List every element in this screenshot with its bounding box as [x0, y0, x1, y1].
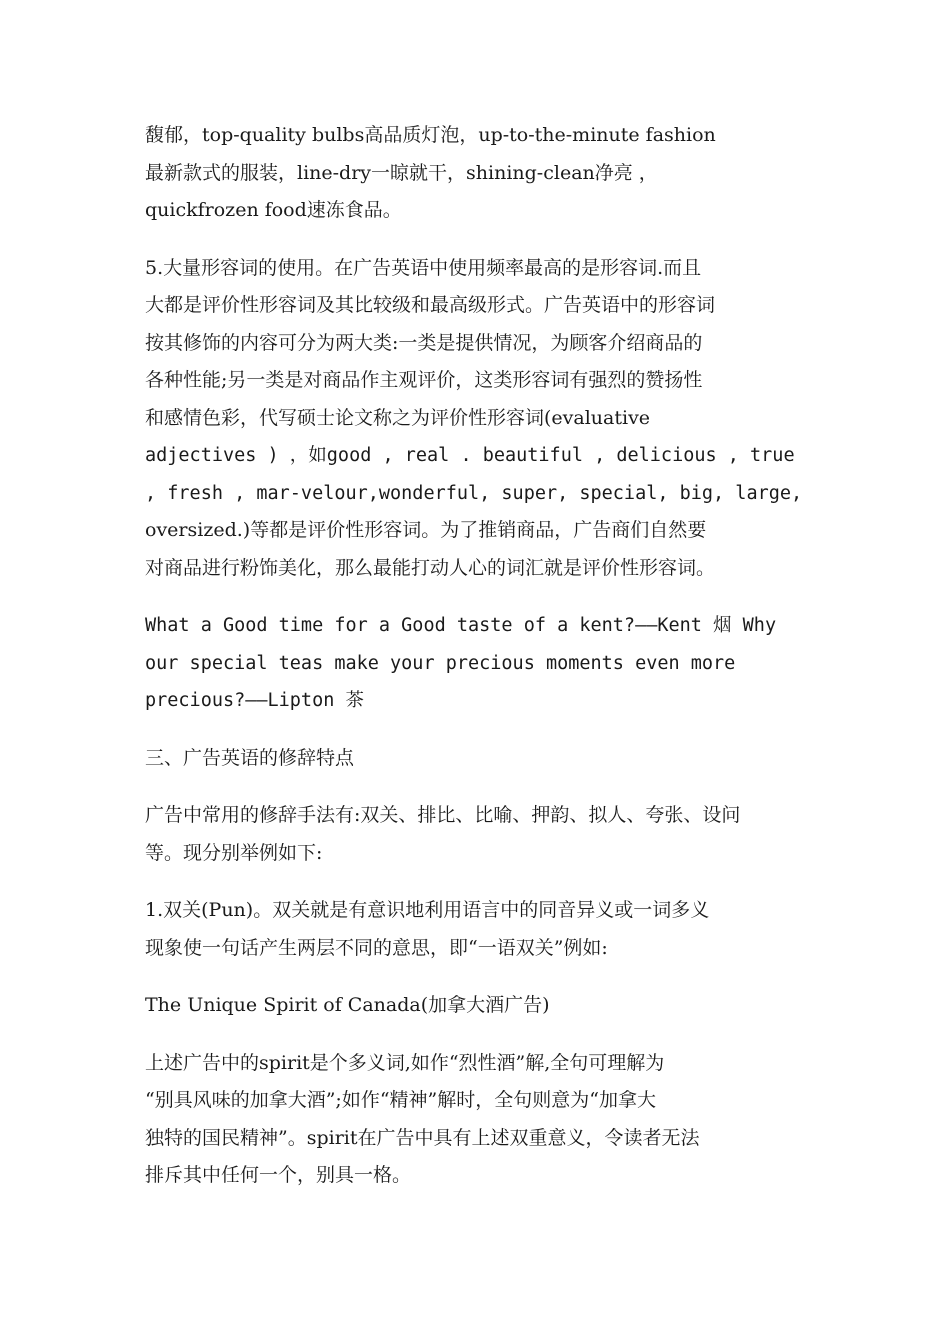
text-line: 1.双关(Pun)。双关就是有意识地利用语言中的同音异义或一词多义: [145, 899, 710, 921]
paragraph-pun-definition: [145, 892, 810, 967]
text-line: quickfrozen food速冻食品。: [145, 199, 402, 221]
paragraph-adjectives-usage: [145, 250, 810, 588]
text-line: , fresh , mar-velour,wonderful, super, special, big, large,: [145, 482, 803, 504]
document-body: [145, 117, 810, 1215]
text-line: 按其修饰的内容可分为两大类:一类是提供情况，为顾客介绍商品的: [145, 331, 703, 354]
text-line: 各种性能;另一类是对商品作主观评价，这类形容词有强烈的赞扬性: [145, 369, 703, 391]
text-line: 5.大量形容词的使用。在广告英语中使用频率最高的是形容词.而且: [145, 256, 702, 279]
text-line: 等。现分别举例如下:: [145, 841, 323, 864]
text-line: 上述广告中的spirit是个多义词,如作“烈性酒”解,全句可理解为: [145, 1051, 665, 1074]
text-line: The Unique Spirit of Canada(加拿大酒广告): [145, 994, 550, 1016]
text-line: 最新款式的服装，line-dry一晾就干，shining-clean净亮 ，: [145, 161, 658, 184]
paragraph-pun-example: [145, 987, 810, 1025]
paragraph-ad-slogans: [145, 607, 810, 720]
text-line: 独特的国民精神”。spirit在广告中具有上述双重意义，令读者无法: [145, 1126, 700, 1149]
paragraph-rhetoric-intro: [145, 797, 810, 872]
text-line: “别具风味的加拿大酒”;如作“精神”解时，全句则意为“加拿大: [145, 1089, 656, 1111]
text-line: 馥郁，top-quality bulbs高品质灯泡，up-to-the-minute fashion: [145, 124, 716, 146]
section-heading: 三、广告英语的修辞特点: [145, 746, 355, 769]
text-line: 现象使一句话产生两层不同的意思，即“一语双关”例如:: [145, 936, 608, 959]
text-line: 大都是评价性形容词及其比较级和最高级形式。广告英语中的形容词: [145, 294, 716, 316]
paragraph-pun-explanation: [145, 1045, 810, 1195]
text-line: 和感情色彩，代写硕士论文称之为评价性形容词(evaluative: [145, 406, 651, 429]
text-line: precious?——Lipton 茶: [145, 690, 364, 711]
paragraph-adjective-examples: [145, 117, 810, 230]
text-line: 对商品进行粉饰美化，那么最能打动人心的词汇就是评价性形容词。: [145, 556, 716, 579]
text-line: 广告中常用的修辞手法有:双关、排比、比喻、押韵、拟人、夸张、设问: [145, 804, 741, 826]
text-line: adjectives ) ，如good , real . beautiful , delicious , true: [145, 445, 795, 466]
section-heading-rhetoric: [145, 740, 810, 778]
text-line: What a Good time for a Good taste of a kent?——Kent 烟 Why: [145, 615, 777, 636]
text-line: oversized.)等都是评价性形容词。为了推销商品，广告商们自然要: [145, 519, 707, 541]
text-line: 排斥其中任何一个，别具一格。: [145, 1164, 412, 1186]
text-line: our special teas make your precious moments even more: [145, 652, 736, 674]
